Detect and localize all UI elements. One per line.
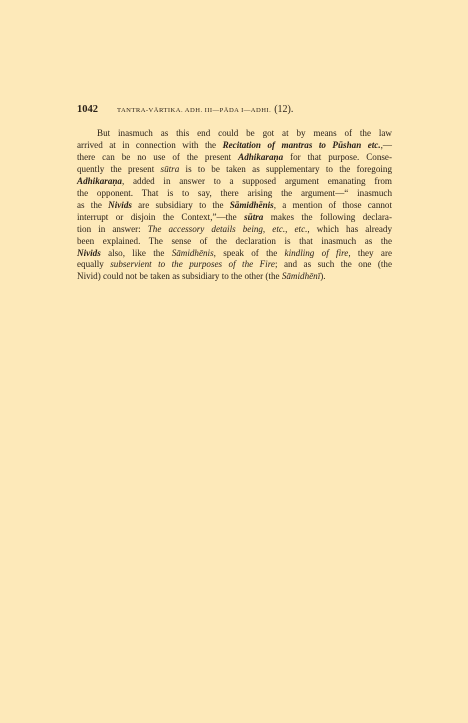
text-segment: quently the present xyxy=(77,163,161,174)
text-line xyxy=(77,152,392,164)
emphasized-text: Adhikaraṇa xyxy=(238,151,284,162)
text-segment: , added in answer to a supposed argument emanating from xyxy=(121,175,392,186)
running-head xyxy=(77,104,395,115)
text-segment: , speak of the xyxy=(213,247,285,258)
text-segment: arrived at in connection with the xyxy=(77,139,223,150)
text-line xyxy=(77,212,392,224)
emphasized-text: Nivids xyxy=(108,199,132,210)
text-segment: , they are xyxy=(348,247,393,258)
text-line xyxy=(77,200,392,212)
text-segment: is to be taken as supplementary to the foregoing xyxy=(179,163,392,174)
text-segment: the opponent. That is to say, there arising the argument—“ inasmuch xyxy=(77,187,392,198)
emphasized-text: Nivids xyxy=(77,247,101,258)
text-line xyxy=(77,140,392,152)
emphasized-text: subservient to the purposes of the Fire xyxy=(110,259,275,270)
emphasized-text: Sāmidhēnī xyxy=(281,271,321,282)
emphasized-text: sūtra xyxy=(244,211,264,222)
text-segment: are subsidiary to the xyxy=(131,199,230,210)
text-segment: ; and as such the one (the xyxy=(274,259,392,270)
text-line xyxy=(77,128,392,140)
text-segment: there can be no use of the present xyxy=(77,151,239,162)
text-line xyxy=(77,271,392,283)
text-line xyxy=(77,259,392,271)
running-head-section: (12). xyxy=(274,104,294,115)
text-line xyxy=(77,188,392,200)
text-segment: ). xyxy=(320,271,326,282)
text-segment: , a mention of those cannot xyxy=(273,199,392,210)
text-segment: But inasmuch as this end could be got at by means of the law xyxy=(97,128,392,138)
text-segment: also, like the xyxy=(100,247,172,258)
text-segment: tion in answer: xyxy=(77,223,148,234)
emphasized-text: kindling of fire xyxy=(284,247,349,258)
text-line xyxy=(77,236,392,248)
emphasized-text: Recitation of mantras to Pūshan etc. xyxy=(222,139,381,150)
text-segment: for that purpose. Conse- xyxy=(283,151,392,162)
text-segment: , which has already xyxy=(307,223,393,234)
text-segment: Nivid) could not be taken as subsidiary to the other (the xyxy=(77,271,282,282)
emphasized-text: Sāmidhēnis xyxy=(229,199,274,210)
text-line xyxy=(77,224,392,236)
running-head-title: TANTRA-VĀRTIKA. ADH. III—PĀDA I—ADHI. xyxy=(117,107,272,114)
text-segment: ,— xyxy=(380,139,392,150)
text-segment: makes the following declara- xyxy=(263,211,392,222)
text-segment: been explained. The sense of the declaration is that inasmuch as the xyxy=(77,235,392,246)
body-paragraph xyxy=(77,128,392,283)
emphasized-text: Sāmidhēnis xyxy=(171,247,214,258)
emphasized-text: The accessory details being, etc., etc. xyxy=(147,223,308,234)
page-number: 1042 xyxy=(77,104,98,115)
text-line xyxy=(77,248,392,260)
text-segment: interrupt or disjoin the Context,”—the xyxy=(77,211,245,222)
text-line xyxy=(77,176,392,188)
emphasized-text: Adhikaraṇa xyxy=(77,175,122,186)
text-line xyxy=(77,164,392,176)
emphasized-text: sūtra xyxy=(160,163,180,174)
text-segment: equally xyxy=(77,259,111,270)
text-segment: as the xyxy=(77,199,109,210)
